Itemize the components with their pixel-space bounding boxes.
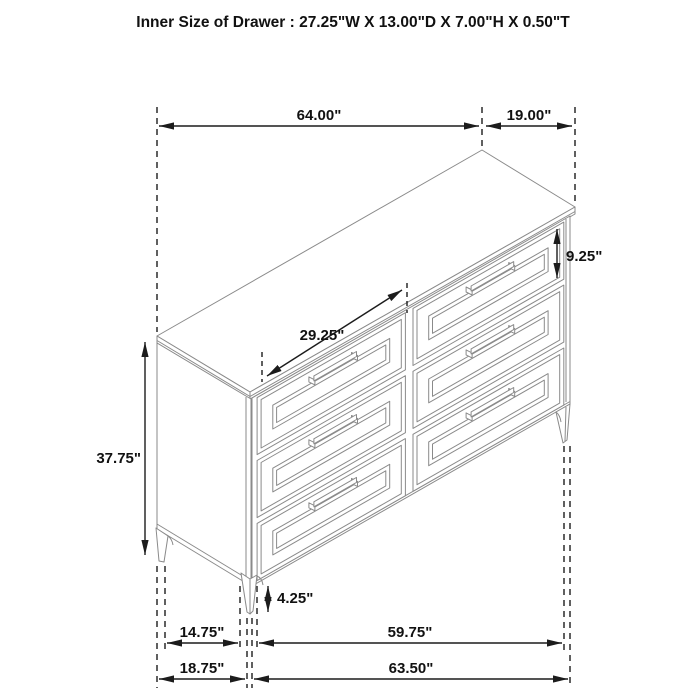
dim-label-top-width: 64.00" [296, 107, 342, 124]
dresser-line-art [156, 150, 575, 614]
diagram-title: Inner Size of Drawer : 27.25"W X 13.00"D X 7.00"H X 0.50"T [136, 14, 570, 31]
dim-label-leg-height: 4.25" [277, 590, 314, 607]
dim-label-top-depth: 19.00" [506, 107, 552, 124]
dim-label-base-width: 63.50" [388, 660, 434, 677]
dim-label-front-leg-span: 59.75" [387, 624, 433, 641]
dim-label-depth-span: 18.75" [179, 660, 225, 677]
dim-label-leg-inset: 14.75" [179, 624, 225, 641]
dim-label-overall-height: 37.75" [96, 450, 141, 467]
dim-label-drawer-width: 29.25" [299, 327, 345, 344]
front-left-leg [241, 573, 257, 614]
dim-label-drawer-height: 9.25" [566, 248, 603, 265]
